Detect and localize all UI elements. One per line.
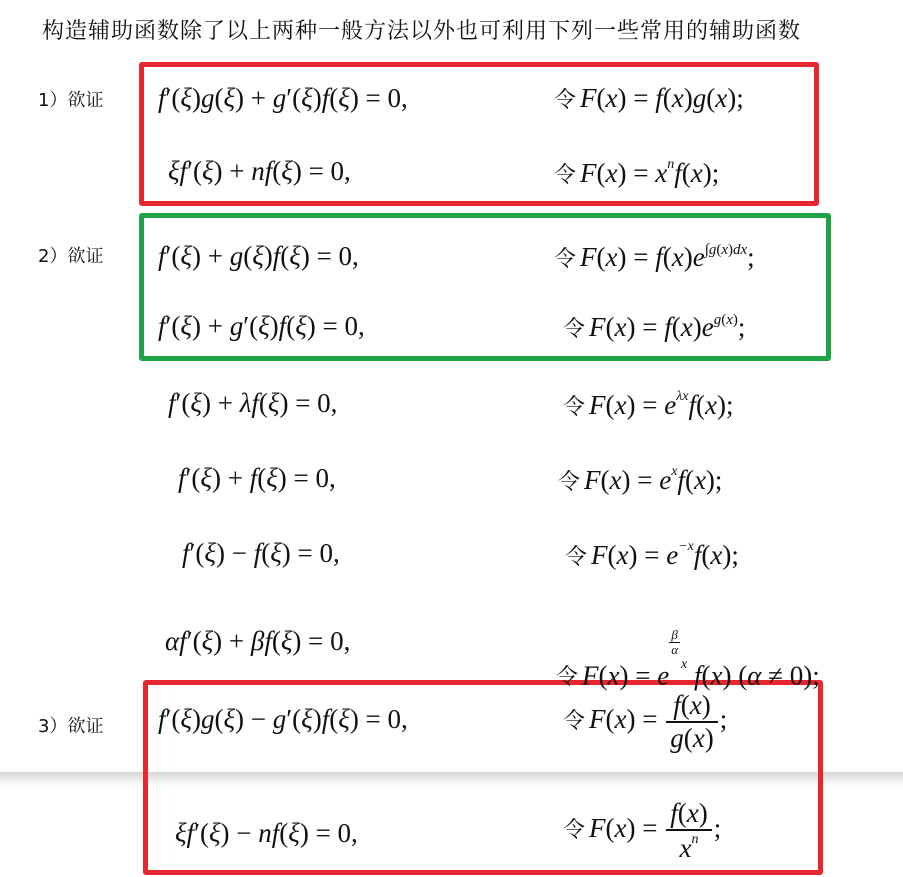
equation-lambda: f′(ξ) + λf(ξ) = 0, bbox=[168, 388, 338, 418]
equation-1b: ξf′(ξ) + nf(ξ) = 0, bbox=[168, 156, 351, 186]
equation-plus: f′(ξ) + f(ξ) = 0, bbox=[178, 463, 336, 493]
result-2a: 令 $F(x) = f(x)e^{\int g(x)dx}$; bbox=[554, 242, 755, 272]
result-3b: 令 F(x) = $\frac{f(x)}{x^n}$ ; bbox=[563, 798, 722, 863]
equation-alpha-beta: αf′(ξ) + βf(ξ) = 0, bbox=[165, 626, 351, 656]
result-plus: 令 $F(x) = e^xf(x)$; bbox=[558, 464, 723, 495]
result-lambda: 令 $F(x) = e^{\lambda x}f(x)$; bbox=[563, 389, 734, 420]
case-1-label: 1）欲证 bbox=[38, 90, 104, 111]
result-1b: 令 $F(x) = x^nf(x)$; bbox=[554, 157, 720, 188]
result-1a: 令 F(x) = f(x)g(x); bbox=[554, 83, 744, 113]
equation-3b: ξf′(ξ) − nf(ξ) = 0, bbox=[175, 818, 358, 848]
case-3-label: 3）欲证 bbox=[38, 716, 104, 737]
intro-text: 构造辅助函数除了以上两种一般方法以外也可利用下列一些常用的辅助函数 bbox=[42, 19, 802, 44]
equation-3a: f′(ξ)g(ξ) − g′(ξ)f(ξ) = 0, bbox=[158, 704, 408, 734]
equation-minus: f′(ξ) − f(ξ) = 0, bbox=[182, 538, 340, 568]
case-2-label: 2）欲证 bbox=[38, 246, 104, 267]
result-minus: 令 $F(x) = e^{-x}f(x)$; bbox=[565, 539, 739, 570]
equation-1a: f′(ξ)g(ξ) + g′(ξ)f(ξ) = 0, bbox=[158, 83, 408, 113]
equation-2b: f′(ξ) + g′(ξ)f(ξ) = 0, bbox=[158, 311, 365, 341]
result-alpha-beta: 令 F(x) = e $\frac{\beta}{\alpha}$ $^x$ f(x) (α ≠ 0); bbox=[556, 627, 820, 691]
result-3a: 令 F(x) = $\frac{f(x)}{g(x)}$ ; bbox=[563, 690, 728, 753]
result-2b: 令 $F(x) = f(x)e^{g(x)}$; bbox=[563, 312, 746, 342]
equation-2a: f′(ξ) + g(ξ)f(ξ) = 0, bbox=[158, 241, 359, 271]
